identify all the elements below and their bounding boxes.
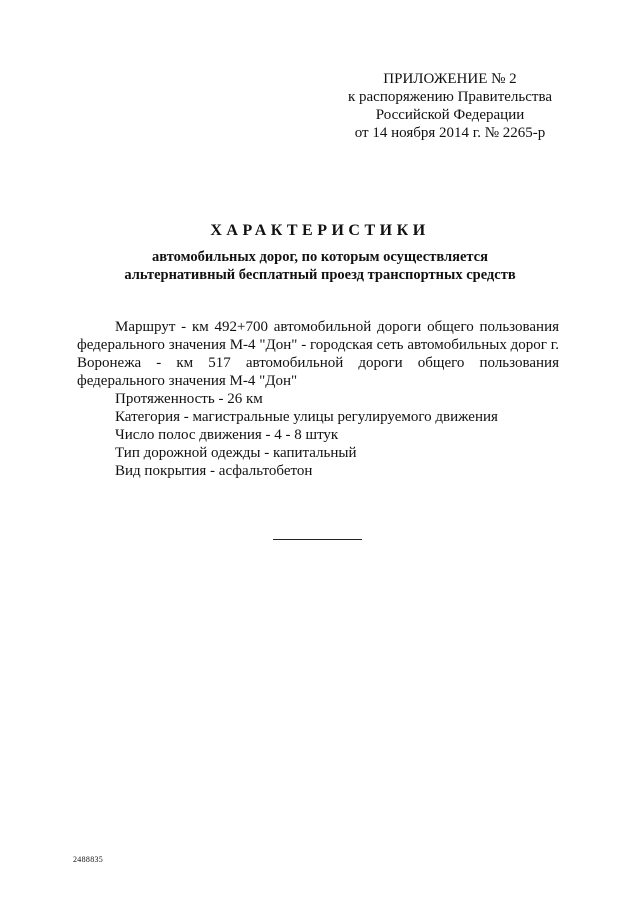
pavement-type-property: Тип дорожной одежды - капитальный <box>115 445 357 461</box>
route-description: Маршрут - км 492+700 автомобильной дороги общего пользования федерального значения М-4 "Дон" - городская сеть автомобильных дорог г. Воронежа - км 517 автомобильной дороги общего пользования федерального значения М-4 "Дон" <box>77 319 559 389</box>
surface-property: Вид покрытия - асфальтобетон <box>115 463 313 479</box>
length-property: Протяженность - 26 км <box>115 391 263 407</box>
document-title: ХАРАКТЕРИСТИКИ <box>210 222 430 239</box>
document-number: 2488835 <box>73 855 104 864</box>
lanes-property: Число полос движения - 4 - 8 штук <box>115 427 339 443</box>
category-property: Категория - магистральные улицы регулируемого движения <box>115 409 498 425</box>
appendix-header <box>330 70 570 142</box>
end-divider <box>273 539 362 540</box>
document-body <box>77 318 559 480</box>
subtitle-line-1: автомобильных дорог, по которым осуществляется <box>152 249 488 265</box>
appendix-order-ref: к распоряжению Правительства <box>347 89 552 105</box>
appendix-number: ПРИЛОЖЕНИЕ № 2 <box>383 71 517 87</box>
document-subtitle <box>0 248 640 284</box>
appendix-government: Российской Федерации <box>375 107 525 123</box>
appendix-date-number: от 14 ноября 2014 г. № 2265-р <box>354 125 546 141</box>
subtitle-line-2: альтернативный бесплатный проезд транспортных средств <box>124 267 516 283</box>
